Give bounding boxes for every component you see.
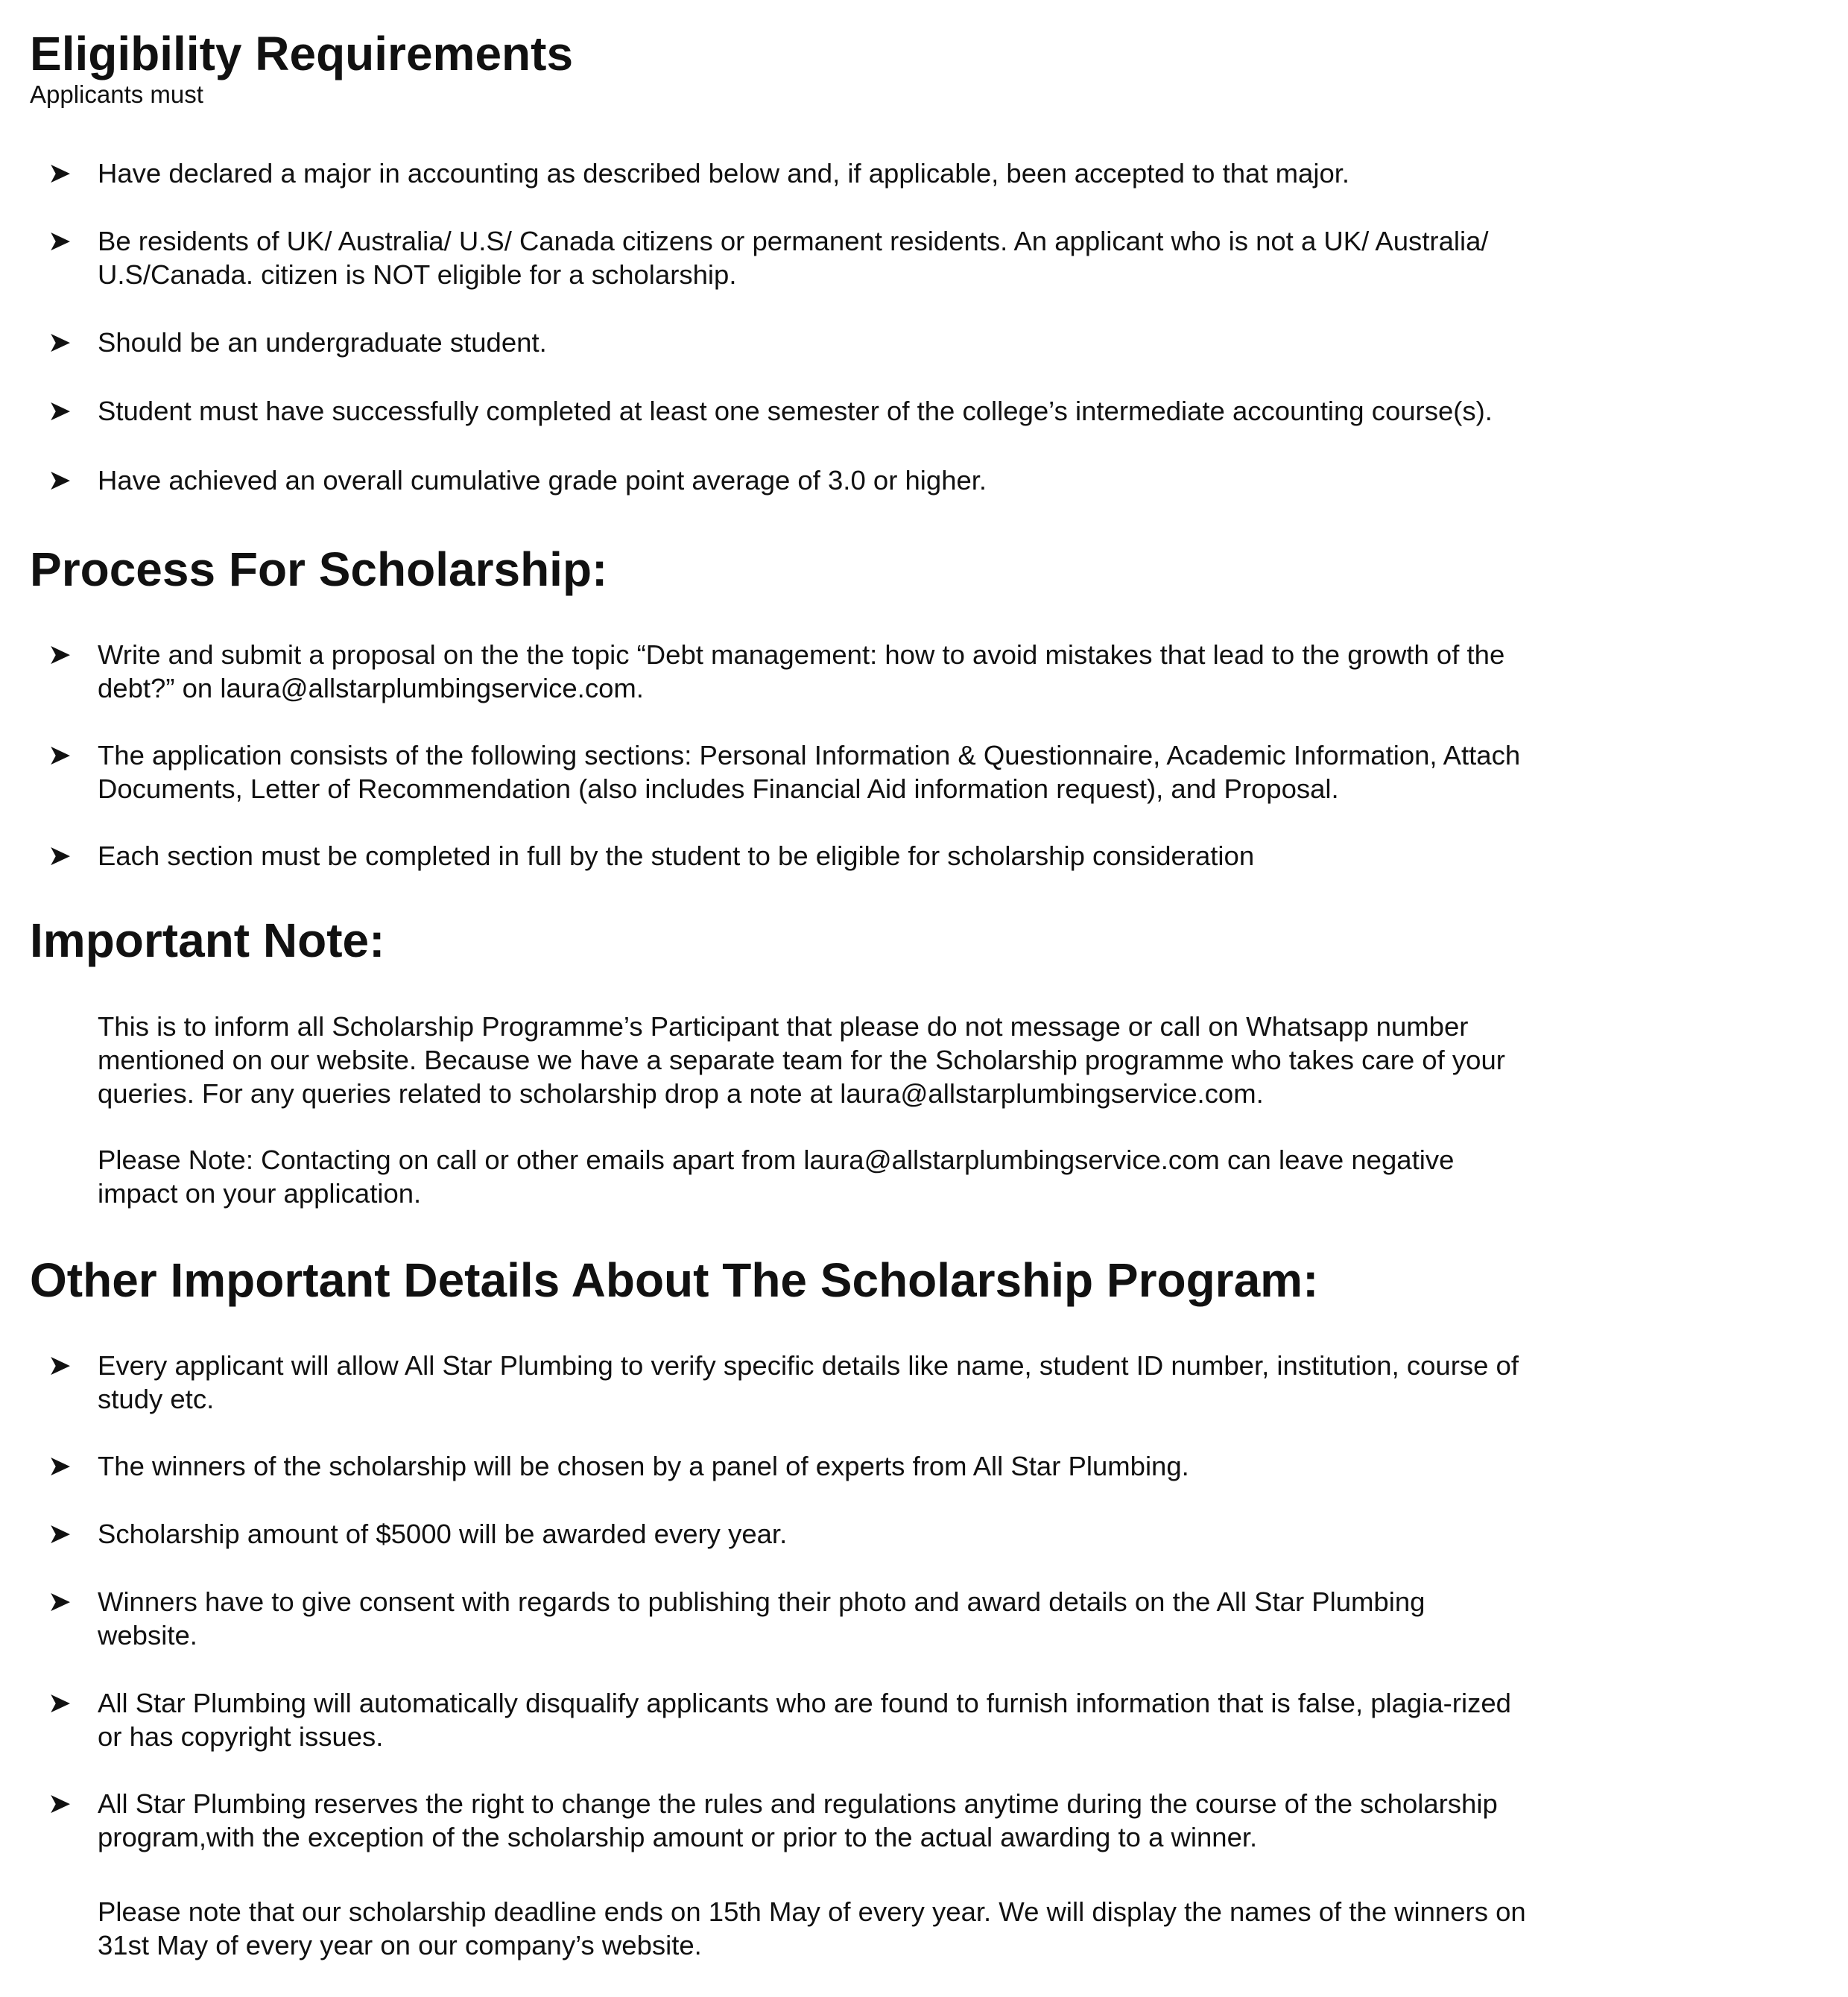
eligibility-item: Student must have successfully completed at least one semester of the college’s intermediate accounting course(s). xyxy=(98,396,1493,426)
eligibility-subtitle: Applicants must xyxy=(30,80,203,108)
details-heading: Other Important Details About The Scholarship Program: xyxy=(30,1253,1319,1307)
deadline-paragraph: Please note that our scholarship deadline ends on 15th May of every year. We will display the names of the winners on 31st May of every year on our company’s website. xyxy=(98,1896,1526,1960)
eligibility-heading: Eligibility Requirements xyxy=(30,27,574,80)
details-item: The winners of the scholarship will be chosen by a panel of experts from All Star Plumbing. xyxy=(98,1451,1189,1481)
details-item: Scholarship amount of $5000 will be awarded every year. xyxy=(98,1519,788,1549)
details-item: All Star Plumbing reserves the right to change the rules and regulations anytime during the course of the scholarship program,with the exception of the scholarship amount or prior to the actual awarding to a winner. xyxy=(98,1788,1498,1852)
arrowhead-bullet-icon: ➤ xyxy=(48,156,72,189)
eligibility-item: Have achieved an overall cumulative grade point average of 3.0 or higher. xyxy=(98,465,987,496)
eligibility-item: Have declared a major in accounting as described below and, if applicable, been accepted to that major. xyxy=(98,158,1350,189)
arrowhead-bullet-icon: ➤ xyxy=(48,463,72,496)
note-paragraph: Please Note: Contacting on call or other emails apart from laura@allstarplumbingservice.com can leave negative impact on your application. xyxy=(98,1145,1455,1209)
arrowhead-bullet-icon: ➤ xyxy=(48,394,72,427)
details-item: Winners have to give consent with regards to publishing their photo and award details on the All Star Plumbing website. xyxy=(98,1586,1425,1651)
arrowhead-bullet-icon: ➤ xyxy=(48,1787,72,1820)
important-note-heading: Important Note: xyxy=(30,914,385,967)
process-heading: Process For Scholarship: xyxy=(30,542,608,596)
arrowhead-bullet-icon: ➤ xyxy=(48,1449,72,1482)
arrowhead-bullet-icon: ➤ xyxy=(48,638,72,671)
arrowhead-bullet-icon: ➤ xyxy=(48,839,72,872)
eligibility-item: Be residents of UK/ Australia/ U.S/ Canada citizens or permanent residents. An applicant who is not a UK/ Australia/ U.S/Canada. citizen is NOT eligible for a scholarship. xyxy=(98,226,1489,290)
process-item: Write and submit a proposal on the the topic “Debt management: how to avoid mistakes that lead to the growth of the debt?” on laura@allstarplumbingservice.com. xyxy=(98,639,1505,703)
note-paragraph: This is to inform all Scholarship Programme’s Participant that please do not message or call on Whatsapp number mentioned on our website. Because we have a separate team for the Scholarship programme who takes care of your queries. For any queries related to scholarship drop a note at laura@allstarplumbingservice.com. xyxy=(98,1011,1505,1109)
arrowhead-bullet-icon: ➤ xyxy=(48,326,72,358)
details-item: All Star Plumbing will automatically disqualify applicants who are found to furnish information that is false, plagia-rized or has copyright issues. xyxy=(98,1688,1511,1752)
eligibility-item: Should be an undergraduate student. xyxy=(98,327,547,358)
arrowhead-bullet-icon: ➤ xyxy=(48,1349,72,1382)
process-item: Each section must be completed in full by the student to be eligible for scholarship consideration xyxy=(98,841,1255,871)
arrowhead-bullet-icon: ➤ xyxy=(48,1585,72,1618)
arrowhead-bullet-icon: ➤ xyxy=(48,224,72,257)
arrowhead-bullet-icon: ➤ xyxy=(48,1517,72,1550)
arrowhead-bullet-icon: ➤ xyxy=(48,738,72,771)
arrowhead-bullet-icon: ➤ xyxy=(48,1686,72,1719)
details-item: Every applicant will allow All Star Plumbing to verify specific details like name, student ID number, institution, course of study etc. xyxy=(98,1350,1519,1414)
process-item: The application consists of the following sections: Personal Information & Questionnaire, Academic Information, Attach Documents, Letter of Recommendation (also includes Financial Aid information request), and Proposal. xyxy=(98,740,1521,804)
